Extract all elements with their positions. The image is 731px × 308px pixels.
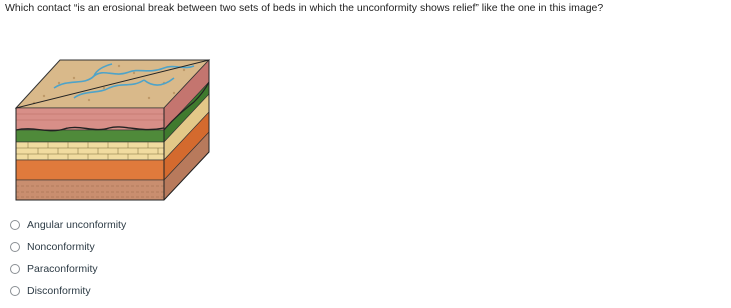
option-label: Paraconformity bbox=[27, 263, 98, 275]
option-nonconformity[interactable] bbox=[10, 236, 126, 258]
radio-button[interactable] bbox=[10, 242, 20, 252]
option-label: Angular unconformity bbox=[27, 219, 127, 231]
radio-button[interactable] bbox=[10, 286, 20, 296]
rock-layers-block-diagram-icon bbox=[14, 58, 212, 204]
radio-button[interactable] bbox=[10, 264, 20, 274]
option-disconformity[interactable] bbox=[10, 280, 126, 302]
option-paraconformity[interactable] bbox=[10, 258, 126, 280]
option-label: Disconformity bbox=[27, 285, 91, 297]
radio-button[interactable] bbox=[10, 220, 20, 230]
option-label: Nonconformity bbox=[27, 241, 95, 253]
question-text: Which contact “is an erosional break between two sets of beds in which the unconformity shows relief” like the one in this image? bbox=[5, 2, 604, 14]
option-angular-unconformity[interactable] bbox=[10, 214, 126, 236]
answer-options bbox=[10, 214, 126, 302]
